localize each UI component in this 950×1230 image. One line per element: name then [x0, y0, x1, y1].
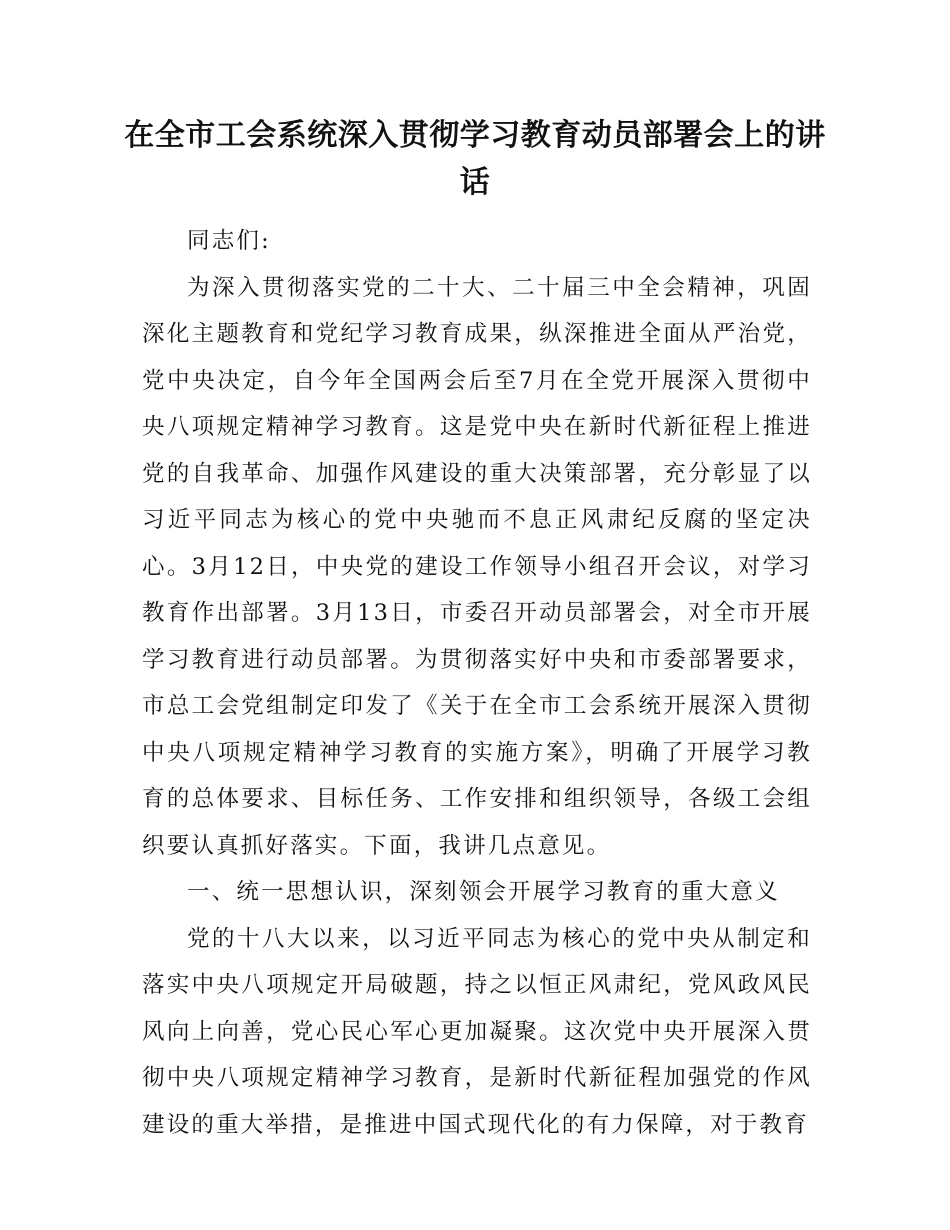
salutation: 同志们: — [187, 228, 271, 254]
document-title: 在全市工会系统深入贯彻学习教育动员部署会上的讲话 — [124, 118, 826, 200]
section-heading-1: 一、统一思想认识，深刻领会开展学习教育的重大意义 — [187, 879, 780, 905]
document-body — [142, 218, 812, 1148]
paragraph-intro: 为深入贯彻落实党的二十大、二十届三中全会精神，巩固深化主题教育和党纪学习教育成果，纵深推进全面从严治党，党中央决定，自今年全国两会后至7月在全党开展深入贯彻中央八项规定精神学习教育。这是党中央在新时代新征程上推进党的自我革命、加强作风建设的重大决策部署，充分彰显了以习近平同志为核心的党中央驰而不息正风肃纪反腐的坚定决心。3月12日，中央党的建设工作领导小组召开会议，对学习教育作出部署。3月13日，市委召开动员部署会，对全市开展学习教育进行动员部署。为贯彻落实好中央和市委部署要求，市总工会党组制定印发了《关于在全市工会系统开展深入贯彻中央八项规定精神学习教育的实施方案》，明确了开展学习教育的总体要求、目标任务、工作安排和组织领导，各级工会组织要认真抓好落实。下面，我讲几点意见。 — [142, 274, 812, 859]
paragraph-section-1: 党的十八大以来，以习近平同志为核心的党中央从制定和落实中央八项规定开局破题，持之以恒正风肃纪，党风政风民风向上向善，党心民心军心更加凝聚。这次党中央开展深入贯彻中央八项规定精神学习教育，是新时代新征程加强党的作风建设的重大举措，是推进中国式现代化的有力保障，对于教育 — [142, 925, 812, 1138]
